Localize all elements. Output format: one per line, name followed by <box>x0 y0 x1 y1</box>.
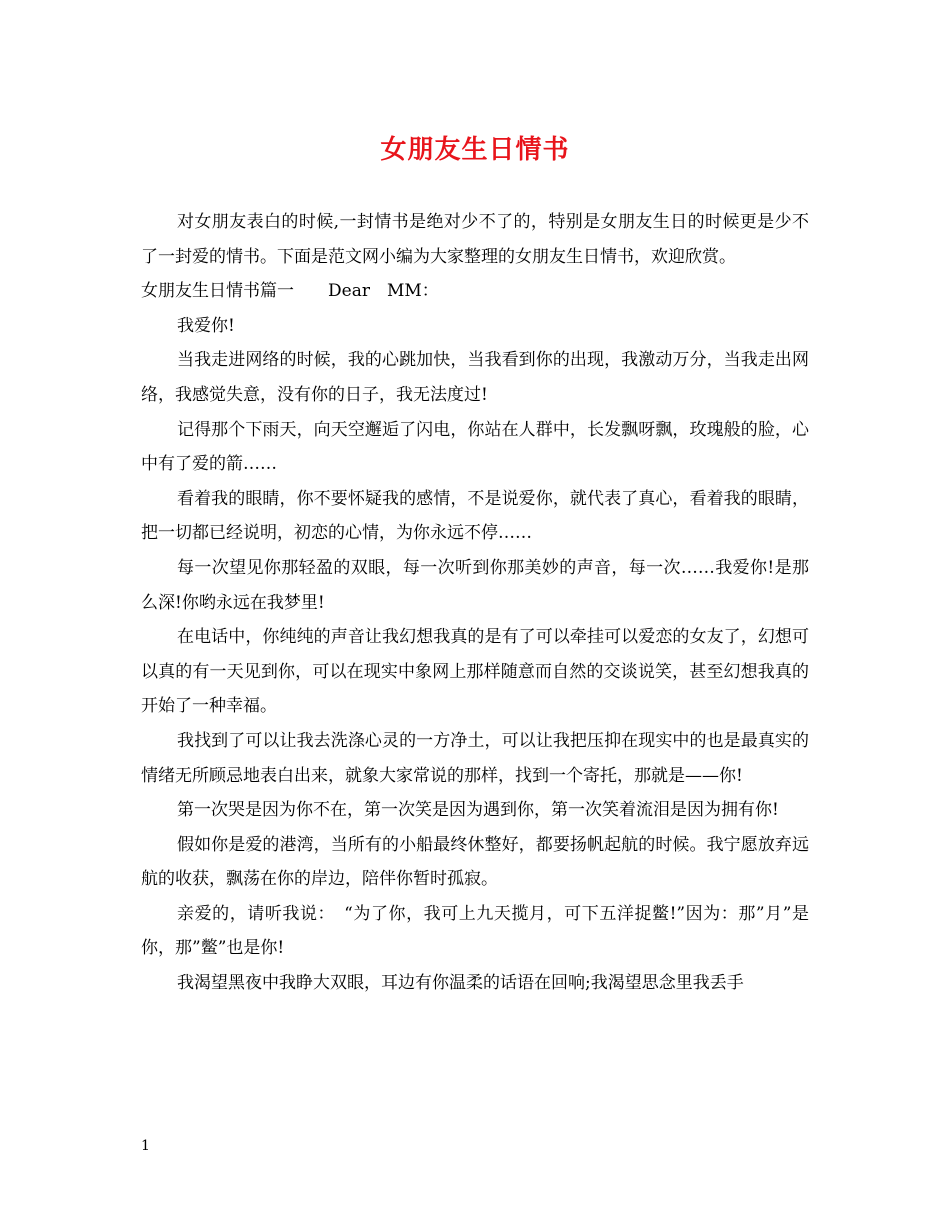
paragraph: 我找到了可以让我去洗涤心灵的一方净土，可以让我把压抑在现实中的也是最真实的情绪无所顾忌地表白出来，就象大家常说的那样，找到一个寄托，那就是——你! <box>141 730 809 786</box>
document-title: 女朋友生日情书 <box>380 135 570 165</box>
paragraph: 亲爱的，请听我说： “为了你，我可上九天揽月，可下五洋捉鳖!”因为：那”月”是你，那”鳖”也是你! <box>141 903 809 959</box>
paragraph: 我爱你! <box>177 315 235 336</box>
paragraph: 记得那个下雨天，向天空邂逅了闪电，你站在人群中，长发飘呀飘，玫瑰般的脸，心中有了爱的箭…… <box>141 419 809 475</box>
page-number: 1 <box>141 1138 150 1154</box>
paragraph: 我渴望黑夜中我睁大双眼，耳边有你温柔的话语在回响;我渴望思念里我丢手 <box>177 973 744 994</box>
section-heading: 女朋友生日情书篇一 Dear MM： <box>141 281 439 302</box>
paragraph-intro: 对女朋友表白的时候,一封情书是绝对少不了的，特别是女朋友生日的时候更是少不了一封爱的情书。下面是范文网小编为大家整理的女朋友生日情书，欢迎欣赏。 <box>141 212 809 267</box>
document-body <box>141 205 809 1001</box>
paragraph: 在电话中，你纯纯的声音让我幻想我真的是有了可以牵挂可以爱恋的女友了，幻想可以真的有一天见到你，可以在现实中象网上那样随意而自然的交谈说笑，甚至幻想我真的开始了一种幸福。 <box>141 627 809 717</box>
paragraph: 假如你是爱的港湾，当所有的小船最终休整好，都要扬帆起航的时候。我宁愿放弃远航的收获，飘荡在你的岸边，陪伴你暂时孤寂。 <box>141 834 809 890</box>
paragraph: 每一次望见你那轻盈的双眼，每一次听到你那美妙的声音，每一次……我爱你!是那么深!你哟永远在我梦里! <box>141 557 809 613</box>
paragraph: 看着我的眼睛，你不要怀疑我的感情，不是说爱你，就代表了真心，看着我的眼睛，把一切都已经说明，初恋的心情，为你永远不停…… <box>141 488 809 544</box>
paragraph: 当我走进网络的时候，我的心跳加快，当我看到你的出现，我激动万分，当我走出网络，我感觉失意，没有你的日子，我无法度过! <box>141 350 809 405</box>
paragraph: 第一次哭是因为你不在，第一次笑是因为遇到你，第一次笑着流泪是因为拥有你! <box>177 800 779 821</box>
